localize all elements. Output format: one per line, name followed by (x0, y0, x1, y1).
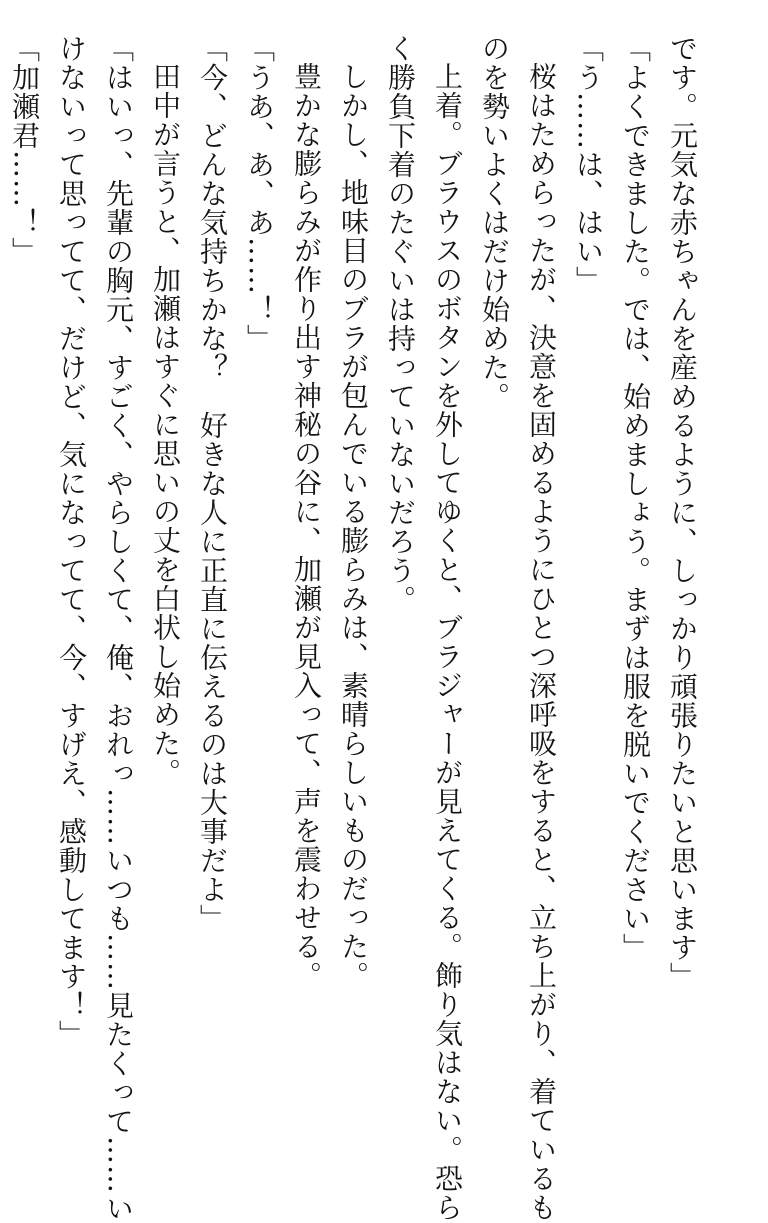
text-line-10: 「うあ、あ、あ……！」 (243, 34, 276, 353)
text-line-11: 「今、どんな気持ちかな？ 好きな人に正直に伝えるのは大事だよ」 (196, 34, 229, 933)
text-line-4: 桜はためらったが、決意を固めるようにひとつ深呼吸をすると、立ち上がり、着ているも (525, 62, 558, 1222)
text-line-13: 「はいっ、先輩の胸元、すごく、やらしくて、俺、おれっ……いつも……見たくって……い (102, 34, 135, 1223)
text-line-2: 「よくできました。では、始めましょう。まずは服を脱いでください」 (619, 34, 652, 962)
vertical-text-body (8, 34, 706, 1223)
text-line-15: 「加瀬君……！」 (8, 34, 41, 266)
text-line-6: 上着。ブラウスのボタンを外してゆくと、ブラジャーが見えてくる。飾り気はない。恐ら (431, 62, 464, 1222)
text-line-12: 田中が言うと、加瀬はすぐに思いの丈を白状し始めた。 (149, 62, 182, 787)
text-line-5: のを勢いよくはだけ始めた。 (478, 34, 511, 411)
text-line-7: く勝負下着のたぐいは持っていないだろう。 (384, 34, 417, 614)
text-line-3: 「う……は、はい」 (572, 34, 605, 295)
text-line-8: しかし、地味目のブラが包んでいる膨らみは、素晴らしいものだった。 (337, 62, 370, 990)
text-line-14: けないって思ってて、だけど、気になってて、今、すげえ、感動してます！」 (55, 34, 88, 1049)
text-line-9: 豊かな膨らみが作り出す神秘の谷に、加瀬が見入って、声を震わせる。 (290, 62, 323, 990)
text-line-1: です。元気な赤ちゃんを産めるように、しっかり頑張りたいと思います」 (666, 34, 699, 991)
